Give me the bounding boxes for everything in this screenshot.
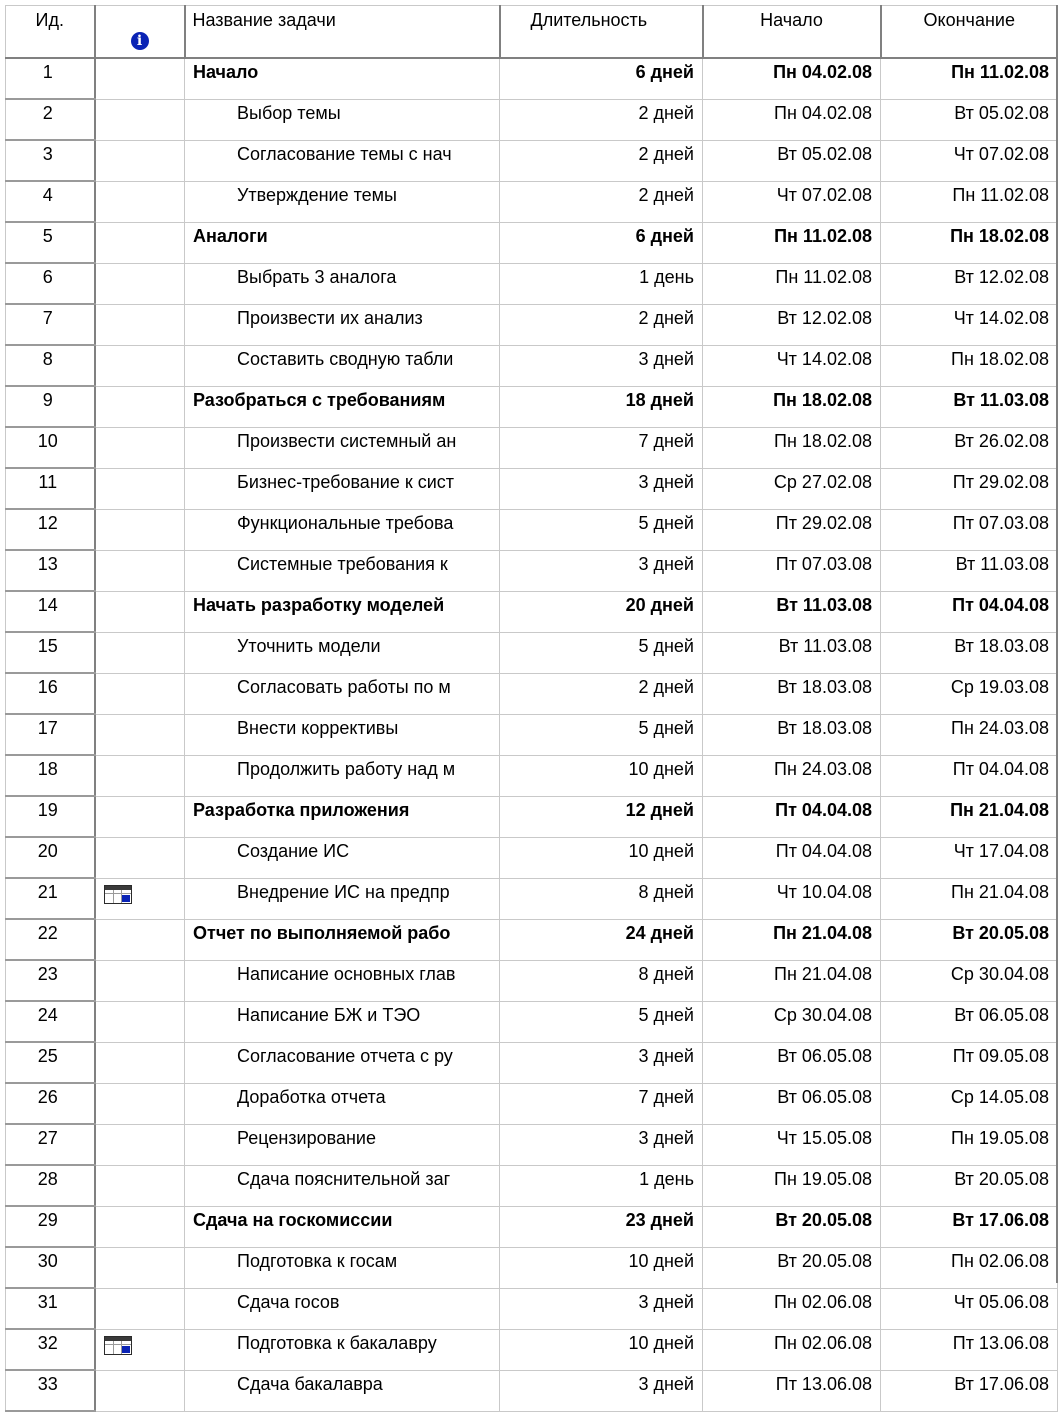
- task-duration[interactable]: 2 дней: [500, 304, 703, 345]
- table-row[interactable]: [6, 140, 1058, 181]
- task-name[interactable]: Подготовка к бакалавру: [185, 1329, 500, 1370]
- row-id[interactable]: 4: [6, 181, 95, 222]
- task-end[interactable]: Пт 04.04.08: [881, 755, 1058, 796]
- task-end[interactable]: Вт 12.02.08: [881, 263, 1058, 304]
- task-end[interactable]: Ср 19.03.08: [881, 673, 1058, 714]
- table-row[interactable]: [6, 1042, 1058, 1083]
- task-name[interactable]: Согласование темы с нач: [185, 140, 500, 181]
- row-indicator: [95, 837, 185, 878]
- table-row[interactable]: [6, 960, 1058, 1001]
- task-duration[interactable]: 8 дней: [500, 878, 703, 919]
- task-name[interactable]: Написание БЖ и ТЭО: [185, 1001, 500, 1042]
- task-start[interactable]: Чт 14.02.08: [703, 345, 881, 386]
- calendar-icon: [104, 1336, 132, 1355]
- row-indicator: [95, 1083, 185, 1124]
- task-name[interactable]: Системные требования к: [185, 550, 500, 591]
- table-row[interactable]: [6, 919, 1058, 960]
- task-name[interactable]: Написание основных глав: [185, 960, 500, 1001]
- task-duration[interactable]: 3 дней: [500, 468, 703, 509]
- task-end[interactable]: Вт 26.02.08: [881, 427, 1058, 468]
- row-id[interactable]: 23: [6, 960, 95, 1001]
- task-start[interactable]: Вт 20.05.08: [703, 1206, 881, 1247]
- task-duration[interactable]: 3 дней: [500, 1042, 703, 1083]
- table-row[interactable]: [6, 755, 1058, 796]
- task-end[interactable]: Ср 30.04.08: [881, 960, 1058, 1001]
- task-start[interactable]: Пт 04.04.08: [703, 837, 881, 878]
- task-end[interactable]: Пн 02.06.08: [881, 1247, 1058, 1288]
- table-row[interactable]: [6, 263, 1058, 304]
- task-start[interactable]: Вт 20.05.08: [703, 1247, 881, 1288]
- row-indicator: [95, 304, 185, 345]
- task-name[interactable]: Сдача бакалавра: [185, 1370, 500, 1411]
- row-id[interactable]: 2: [6, 99, 95, 140]
- task-duration[interactable]: 5 дней: [500, 632, 703, 673]
- info-icon: i: [131, 32, 149, 50]
- task-duration[interactable]: 10 дней: [500, 1247, 703, 1288]
- task-start[interactable]: Пт 29.02.08: [703, 509, 881, 550]
- task-start[interactable]: Чт 07.02.08: [703, 181, 881, 222]
- column-header-end[interactable]: Окончание: [881, 6, 1058, 59]
- row-indicator: [95, 714, 185, 755]
- task-name[interactable]: Подготовка к госам: [185, 1247, 500, 1288]
- row-id[interactable]: 14: [6, 591, 95, 632]
- table-row[interactable]: [6, 1370, 1058, 1411]
- task-start[interactable]: Пн 19.05.08: [703, 1165, 881, 1206]
- row-id[interactable]: 28: [6, 1165, 95, 1206]
- row-indicator: [95, 1124, 185, 1165]
- row-indicator: [95, 509, 185, 550]
- task-table: [5, 5, 1058, 1412]
- task-end[interactable]: Пт 13.06.08: [881, 1329, 1058, 1370]
- task-start[interactable]: Пн 18.02.08: [703, 427, 881, 468]
- calendar-icon: [104, 885, 132, 904]
- row-id[interactable]: 24: [6, 1001, 95, 1042]
- task-duration[interactable]: 3 дней: [500, 1124, 703, 1165]
- task-end[interactable]: Ср 14.05.08: [881, 1083, 1058, 1124]
- row-indicator: [95, 1165, 185, 1206]
- task-name[interactable]: Внести коррективы: [185, 714, 500, 755]
- task-name[interactable]: Сдача пояснительной заг: [185, 1165, 500, 1206]
- table-row[interactable]: [6, 1288, 1058, 1329]
- table-row[interactable]: [6, 673, 1058, 714]
- row-indicator: [95, 919, 185, 960]
- task-name[interactable]: Согласовать работы по м: [185, 673, 500, 714]
- row-id[interactable]: 21: [6, 878, 95, 919]
- task-start[interactable]: Пн 04.02.08: [703, 99, 881, 140]
- table-row[interactable]: [6, 181, 1058, 222]
- task-start[interactable]: Пн 21.04.08: [703, 960, 881, 1001]
- table-row[interactable]: [6, 386, 1058, 427]
- task-start[interactable]: Пн 11.02.08: [703, 263, 881, 304]
- task-end[interactable]: Вт 18.03.08: [881, 632, 1058, 673]
- task-start[interactable]: Вт 18.03.08: [703, 714, 881, 755]
- task-name[interactable]: Разработка приложения: [185, 796, 500, 837]
- column-header-info[interactable]: [95, 6, 185, 59]
- task-name[interactable]: Уточнить модели: [185, 632, 500, 673]
- task-name[interactable]: Утверждение темы: [185, 181, 500, 222]
- row-id[interactable]: 16: [6, 673, 95, 714]
- row-indicator: [95, 468, 185, 509]
- task-start[interactable]: Ср 30.04.08: [703, 1001, 881, 1042]
- row-indicator: [95, 99, 185, 140]
- task-end[interactable]: Вт 17.06.08: [881, 1206, 1058, 1247]
- row-id[interactable]: 18: [6, 755, 95, 796]
- task-start[interactable]: Пн 11.02.08: [703, 222, 881, 263]
- task-duration[interactable]: 20 дней: [500, 591, 703, 632]
- row-indicator: [95, 427, 185, 468]
- row-id[interactable]: 19: [6, 796, 95, 837]
- task-duration[interactable]: 3 дней: [500, 345, 703, 386]
- column-header-start[interactable]: Начало: [703, 6, 881, 59]
- task-name[interactable]: Начать разработку моделей: [185, 591, 500, 632]
- task-duration[interactable]: 5 дней: [500, 1001, 703, 1042]
- table-row[interactable]: [6, 632, 1058, 673]
- row-id[interactable]: 6: [6, 263, 95, 304]
- task-duration[interactable]: 18 дней: [500, 386, 703, 427]
- row-indicator: [95, 58, 185, 99]
- task-end[interactable]: Пт 04.04.08: [881, 591, 1058, 632]
- row-indicator: [95, 140, 185, 181]
- task-end[interactable]: Чт 05.06.08: [881, 1288, 1058, 1329]
- row-id[interactable]: 3: [6, 140, 95, 181]
- table-row[interactable]: [6, 1083, 1058, 1124]
- row-id[interactable]: 32: [6, 1329, 95, 1370]
- task-duration[interactable]: 1 день: [500, 1165, 703, 1206]
- task-start[interactable]: Вт 05.02.08: [703, 140, 881, 181]
- task-end[interactable]: Пн 18.02.08: [881, 345, 1058, 386]
- task-name[interactable]: Создание ИС: [185, 837, 500, 878]
- task-duration[interactable]: 12 дней: [500, 796, 703, 837]
- task-end[interactable]: Вт 17.06.08: [881, 1370, 1058, 1411]
- task-end[interactable]: Пн 19.05.08: [881, 1124, 1058, 1165]
- task-start[interactable]: Вт 11.03.08: [703, 632, 881, 673]
- task-end[interactable]: Чт 14.02.08: [881, 304, 1058, 345]
- task-end[interactable]: Пт 09.05.08: [881, 1042, 1058, 1083]
- task-end[interactable]: Пт 29.02.08: [881, 468, 1058, 509]
- row-indicator: [95, 345, 185, 386]
- task-name[interactable]: Сдача госов: [185, 1288, 500, 1329]
- task-end[interactable]: Пн 18.02.08: [881, 222, 1058, 263]
- task-end[interactable]: Вт 20.05.08: [881, 1165, 1058, 1206]
- task-start[interactable]: Пт 07.03.08: [703, 550, 881, 591]
- task-start[interactable]: Чт 10.04.08: [703, 878, 881, 919]
- task-duration[interactable]: 3 дней: [500, 1288, 703, 1329]
- task-name[interactable]: Аналоги: [185, 222, 500, 263]
- table-row[interactable]: [6, 1001, 1058, 1042]
- task-end[interactable]: Вт 11.03.08: [881, 386, 1058, 427]
- row-indicator: [95, 632, 185, 673]
- row-indicator: [95, 386, 185, 427]
- task-start[interactable]: Вт 18.03.08: [703, 673, 881, 714]
- task-start[interactable]: Пн 02.06.08: [703, 1329, 881, 1370]
- task-start[interactable]: Пн 18.02.08: [703, 386, 881, 427]
- task-end[interactable]: Пн 21.04.08: [881, 878, 1058, 919]
- row-id[interactable]: 31: [6, 1288, 95, 1329]
- row-indicator: [95, 1370, 185, 1411]
- task-end[interactable]: Вт 11.03.08: [881, 550, 1058, 591]
- task-duration[interactable]: 7 дней: [500, 427, 703, 468]
- table-header: [6, 6, 1058, 59]
- task-start[interactable]: Пн 24.03.08: [703, 755, 881, 796]
- table-row[interactable]: [6, 1124, 1058, 1165]
- task-name[interactable]: Произвести системный ан: [185, 427, 500, 468]
- task-duration[interactable]: 2 дней: [500, 673, 703, 714]
- task-duration[interactable]: 1 день: [500, 263, 703, 304]
- row-id[interactable]: 26: [6, 1083, 95, 1124]
- row-id[interactable]: 25: [6, 1042, 95, 1083]
- task-duration[interactable]: 10 дней: [500, 755, 703, 796]
- task-name[interactable]: Согласование отчета с ру: [185, 1042, 500, 1083]
- table-row[interactable]: [6, 222, 1058, 263]
- task-name[interactable]: Функциональные требова: [185, 509, 500, 550]
- task-start[interactable]: Пн 04.02.08: [703, 58, 881, 99]
- task-name[interactable]: Выбрать 3 аналога: [185, 263, 500, 304]
- task-name[interactable]: Бизнес-требование к сист: [185, 468, 500, 509]
- task-end[interactable]: Пн 24.03.08: [881, 714, 1058, 755]
- table-row[interactable]: [6, 1206, 1058, 1247]
- table-row[interactable]: [6, 550, 1058, 591]
- row-indicator: [95, 222, 185, 263]
- task-start[interactable]: Вт 06.05.08: [703, 1083, 881, 1124]
- row-indicator: [95, 796, 185, 837]
- task-name[interactable]: Доработка отчета: [185, 1083, 500, 1124]
- row-id[interactable]: 9: [6, 386, 95, 427]
- table-row[interactable]: [6, 1247, 1058, 1288]
- row-id[interactable]: 22: [6, 919, 95, 960]
- task-start[interactable]: Ср 27.02.08: [703, 468, 881, 509]
- task-duration[interactable]: 6 дней: [500, 58, 703, 99]
- row-indicator: [95, 1042, 185, 1083]
- row-id[interactable]: 10: [6, 427, 95, 468]
- task-end[interactable]: Вт 06.05.08: [881, 1001, 1058, 1042]
- task-end[interactable]: Вт 05.02.08: [881, 99, 1058, 140]
- task-duration[interactable]: 3 дней: [500, 1370, 703, 1411]
- row-id[interactable]: 30: [6, 1247, 95, 1288]
- task-name[interactable]: Отчет по выполняемой рабо: [185, 919, 500, 960]
- task-name[interactable]: Внедрение ИС на предпр: [185, 878, 500, 919]
- task-name[interactable]: Рецензирование: [185, 1124, 500, 1165]
- row-id[interactable]: 11: [6, 468, 95, 509]
- table-row[interactable]: [6, 345, 1058, 386]
- task-start[interactable]: Пн 21.04.08: [703, 919, 881, 960]
- row-id[interactable]: 29: [6, 1206, 95, 1247]
- task-duration[interactable]: 10 дней: [500, 837, 703, 878]
- table-row[interactable]: [6, 509, 1058, 550]
- row-id[interactable]: 27: [6, 1124, 95, 1165]
- row-id[interactable]: 33: [6, 1370, 95, 1411]
- task-duration[interactable]: 10 дней: [500, 1329, 703, 1370]
- task-duration[interactable]: 6 дней: [500, 222, 703, 263]
- row-id[interactable]: 15: [6, 632, 95, 673]
- task-name[interactable]: Выбор темы: [185, 99, 500, 140]
- row-id[interactable]: 17: [6, 714, 95, 755]
- row-id[interactable]: 12: [6, 509, 95, 550]
- task-start[interactable]: Вт 06.05.08: [703, 1042, 881, 1083]
- row-id[interactable]: 7: [6, 304, 95, 345]
- row-id[interactable]: 8: [6, 345, 95, 386]
- table-row[interactable]: [6, 1165, 1058, 1206]
- task-name[interactable]: Разобраться с требованиям: [185, 386, 500, 427]
- row-indicator: [95, 1247, 185, 1288]
- task-start[interactable]: Вт 12.02.08: [703, 304, 881, 345]
- row-indicator: [95, 1288, 185, 1329]
- task-duration[interactable]: 8 дней: [500, 960, 703, 1001]
- row-indicator: [95, 1329, 185, 1370]
- row-indicator: [95, 960, 185, 1001]
- task-duration[interactable]: 2 дней: [500, 99, 703, 140]
- task-duration[interactable]: 5 дней: [500, 714, 703, 755]
- task-duration[interactable]: 2 дней: [500, 140, 703, 181]
- task-duration[interactable]: 7 дней: [500, 1083, 703, 1124]
- table-row[interactable]: [6, 468, 1058, 509]
- table-row[interactable]: [6, 99, 1058, 140]
- task-rows: [6, 58, 1058, 1411]
- task-end[interactable]: Чт 17.04.08: [881, 837, 1058, 878]
- row-id[interactable]: 5: [6, 222, 95, 263]
- task-end[interactable]: Вт 20.05.08: [881, 919, 1058, 960]
- task-start[interactable]: Вт 11.03.08: [703, 591, 881, 632]
- table-row[interactable]: [6, 878, 1058, 919]
- row-indicator: [95, 263, 185, 304]
- task-name[interactable]: Продолжить работу над м: [185, 755, 500, 796]
- task-duration[interactable]: 5 дней: [500, 509, 703, 550]
- row-indicator: [95, 755, 185, 796]
- task-start[interactable]: Пт 13.06.08: [703, 1370, 881, 1411]
- task-end[interactable]: Чт 07.02.08: [881, 140, 1058, 181]
- task-end[interactable]: Пн 11.02.08: [881, 58, 1058, 99]
- row-id[interactable]: 13: [6, 550, 95, 591]
- table-row[interactable]: [6, 796, 1058, 837]
- table-row[interactable]: [6, 591, 1058, 632]
- task-start[interactable]: Пт 04.04.08: [703, 796, 881, 837]
- task-end[interactable]: Пн 21.04.08: [881, 796, 1058, 837]
- task-name[interactable]: Сдача на госкомиссии: [185, 1206, 500, 1247]
- table-row[interactable]: [6, 714, 1058, 755]
- task-start[interactable]: Чт 15.05.08: [703, 1124, 881, 1165]
- task-end[interactable]: Пн 11.02.08: [881, 181, 1058, 222]
- row-indicator: [95, 1206, 185, 1247]
- task-name[interactable]: Произвести их анализ: [185, 304, 500, 345]
- task-duration[interactable]: 3 дней: [500, 550, 703, 591]
- task-name[interactable]: Составить сводную табли: [185, 345, 500, 386]
- table-row[interactable]: [6, 58, 1058, 99]
- task-start[interactable]: Пн 02.06.08: [703, 1288, 881, 1329]
- row-id[interactable]: 20: [6, 837, 95, 878]
- row-indicator: [95, 673, 185, 714]
- table-row[interactable]: [6, 1329, 1058, 1370]
- table-row[interactable]: [6, 837, 1058, 878]
- row-indicator: [95, 878, 185, 919]
- task-duration[interactable]: 2 дней: [500, 181, 703, 222]
- row-indicator: [95, 591, 185, 632]
- row-indicator: [95, 550, 185, 591]
- row-indicator: [95, 181, 185, 222]
- table-row[interactable]: [6, 427, 1058, 468]
- row-indicator: [95, 1001, 185, 1042]
- table-row[interactable]: [6, 304, 1058, 345]
- row-id[interactable]: 1: [6, 58, 95, 99]
- task-duration[interactable]: 24 дней: [500, 919, 703, 960]
- column-header-id[interactable]: Ид.: [6, 6, 95, 59]
- column-header-name[interactable]: Название задачи: [185, 6, 500, 59]
- task-duration[interactable]: 23 дней: [500, 1206, 703, 1247]
- task-name[interactable]: Начало: [185, 58, 500, 99]
- column-header-duration[interactable]: Длительность: [500, 6, 703, 59]
- task-end[interactable]: Пт 07.03.08: [881, 509, 1058, 550]
